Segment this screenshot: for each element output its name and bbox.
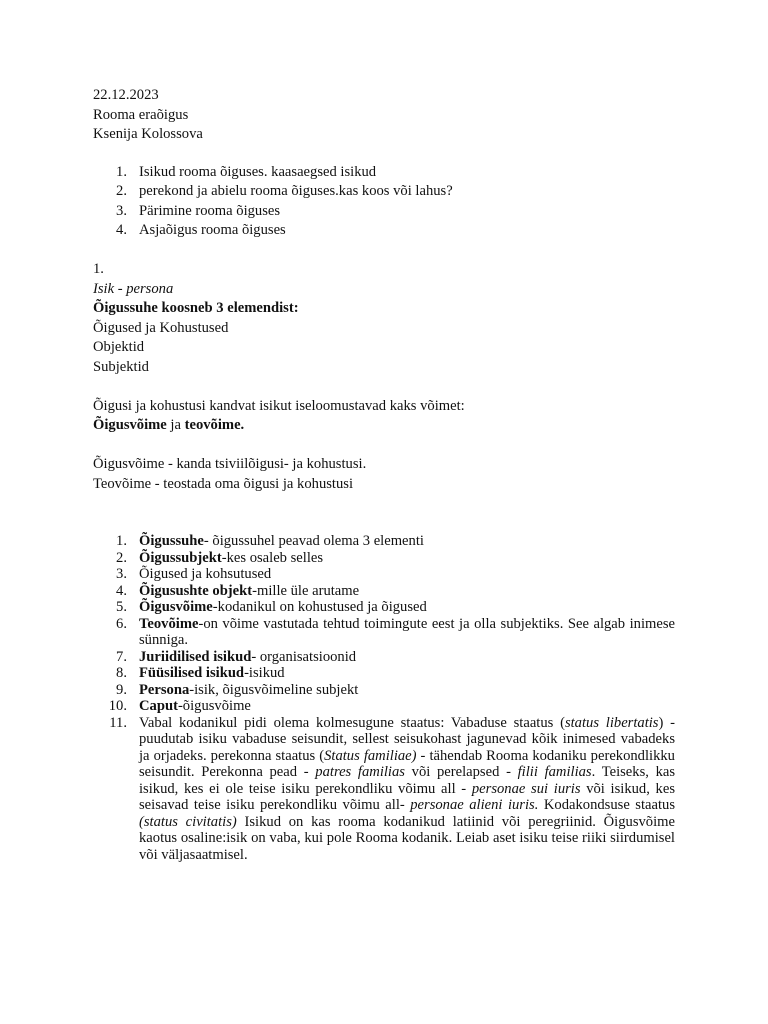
latin-term: filii familias [517, 764, 592, 780]
spacer [93, 377, 675, 397]
list-text [139, 599, 675, 616]
list-item [93, 698, 675, 715]
status-paragraph [139, 715, 675, 864]
list-item [93, 682, 675, 699]
text-run: Isikud on kas rooma kodanikud latiinid või peregriinid. Õigusvõime kaotus osaline:isik on vaba, kui pole Rooma kodanik. Leiab aset isiku teise riiki siirdumisel või väljasaatmisel. [139, 813, 675, 863]
term-description: -õigusvõime [177, 698, 251, 714]
list-text [139, 616, 675, 649]
list-number: 11. [109, 714, 127, 731]
list-item [93, 616, 675, 649]
author-name: Ksenija Kolossova [93, 126, 203, 142]
list-text [139, 583, 675, 600]
term: Õigusvõime [139, 599, 213, 615]
list-text [139, 665, 675, 682]
text-run: Vabal kodanikul pidi olema kolmesugune staatus: Vabaduse staatus ( [139, 714, 565, 731]
list-text: perekond ja abielu rooma õiguses.kas koos või lahus? [139, 183, 453, 199]
list-text [139, 550, 675, 567]
list-number: 7. [116, 648, 127, 665]
section-subtitle: Isik - persona [93, 280, 174, 297]
capacity-term: teovõime. [184, 417, 245, 433]
list-text: Isikud rooma õiguses. kaasaegsed isikud [139, 163, 377, 180]
term-description: -kodanikul on kohustused ja õigused [212, 599, 427, 615]
text-run: või isikud, kes seisavad teise isiku perekondliku võimu all- [139, 780, 676, 813]
element-objects: Objektid [93, 339, 145, 355]
list-number: 1. [116, 163, 127, 180]
list-number: 3. [116, 566, 127, 582]
list-text [139, 566, 675, 583]
term: Persona [139, 681, 190, 698]
term-description: -on võime vastutada tehtud toimingute eest ja olla subjektiks. See algab inimese sünniga. [139, 615, 675, 648]
capacity-intro: Õigusi ja kohustusi kandvat isikut iseloomustavad kaks võimet: [93, 397, 465, 414]
capacity-join: ja [166, 417, 185, 433]
text-run: Kodakondsuse staatus [538, 797, 676, 813]
list-number: 4. [116, 222, 127, 238]
capacity-terms [93, 416, 675, 436]
term-description: Õigused ja kohsutused [139, 566, 272, 582]
term-description: - organisatsioonid [251, 648, 357, 665]
spacer [93, 436, 675, 456]
list-item [93, 550, 675, 567]
terms-list [93, 533, 675, 863]
element-rights: Õigused ja Kohustused [93, 319, 229, 336]
list-number: 4. [116, 582, 127, 599]
active-capacity-definition: Teovõime - teostada oma õigusi ja kohustusi [93, 475, 354, 492]
list-number: 8. [116, 665, 127, 681]
term-description: -isikud [244, 665, 285, 681]
list-text: Pärimine rooma õiguses [139, 202, 281, 219]
section-heading: Õigussuhe koosneb 3 elemendist: [93, 300, 299, 316]
latin-term: status libertatis [564, 714, 659, 731]
document-body [93, 86, 675, 863]
list-item [93, 202, 675, 222]
list-item [93, 182, 675, 202]
term: Õigussubjekt [139, 549, 222, 566]
list-text [139, 533, 675, 550]
list-number: 6. [116, 615, 127, 632]
date: 22.12.2023 [93, 87, 159, 103]
capacity-term: Õigusvõime [93, 417, 167, 433]
spacer [93, 241, 675, 261]
list-item [93, 163, 675, 183]
list-number: 5. [116, 599, 127, 615]
list-text [139, 649, 675, 666]
list-item [93, 221, 675, 241]
list-number: 10. [108, 698, 127, 714]
list-item [93, 649, 675, 666]
term: Caput [139, 698, 178, 714]
text-run: või perelapsed - [404, 764, 518, 780]
term-description: -kes osaleb selles [221, 549, 324, 566]
latin-term: patres familias [315, 764, 405, 780]
section-number: 1. [93, 261, 104, 277]
text-run: ) - puudutab isiku vabaduse seisundit, sellest seisukohast jagunevad kõik inimesed vabadeks ja orjadeks. perekonna staatus ( [139, 714, 675, 764]
legal-capacity-definition: Õigusvõime - kanda tsiviilõigusi- ja kohustusi. [93, 456, 367, 472]
list-text [139, 698, 675, 715]
list-item [93, 665, 675, 682]
term: Juriidilised isikud [139, 648, 252, 665]
spacer [93, 494, 675, 533]
list-text: Asjaõigus rooma õiguses [139, 222, 286, 238]
latin-term: personae alieni iuris. [410, 797, 539, 813]
element-subjects: Subjektid [93, 358, 149, 375]
list-item [93, 583, 675, 600]
course-title: Rooma eraõigus [93, 106, 189, 123]
term: Füüsilised isikud [139, 665, 245, 681]
text-run: - tähendab Rooma kodaniku perekondlikku seisundit. Perekonna pead - [139, 747, 675, 780]
list-item [93, 533, 675, 550]
term: Õigusushte objekt [139, 582, 253, 599]
list-item [93, 566, 675, 583]
latin-term: (status civitatis) [139, 813, 237, 830]
list-number: 2. [116, 549, 127, 566]
list-text [139, 682, 675, 699]
term: Teovõime [139, 615, 199, 632]
list-number: 9. [116, 681, 127, 698]
list-number: 2. [116, 183, 127, 199]
latin-term: Status familiae) [324, 747, 417, 764]
list-number: 1. [116, 533, 127, 549]
status-list-item [93, 715, 675, 864]
text-run: . Teiseks, kas isikud, kes ei ole teise isiku perekondliku võimu all - [139, 764, 676, 797]
latin-term: personae sui iuris [471, 780, 581, 797]
term-description: - õigussuhel peavad olema 3 elementi [203, 533, 424, 549]
term-description: -mille üle arutame [252, 582, 360, 599]
list-number: 3. [116, 202, 127, 219]
term: Õigussuhe [139, 533, 204, 549]
topics-list [93, 163, 675, 241]
term-description: -isik, õigusvõimeline subjekt [189, 681, 359, 698]
list-item [93, 599, 675, 616]
